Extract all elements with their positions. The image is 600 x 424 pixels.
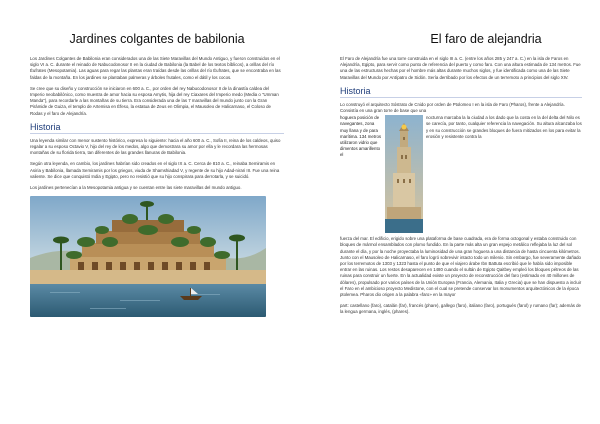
history-heading-babylon: Historia <box>30 122 284 134</box>
pharos-history-rest: fuerza del mar. El edificio, erigido sobre una plataforma de base cuadrada, era de forma octogonal y estaba construido con bloques de mármol ensamblados con plomo fundido. En la parte más alta un gran espejo metálico reflejaba la luz del sol durante el día, y por la noche proyectaba la luminosidad de una gran hoguera a una distancia de hasta cincuenta kilómetros. Junto con el Mausoleo de Halicarnaso, el faro logró sobrevivir intacto todo un milenio. Sin embargo, fue severamente dañado por los terremotos de 1303 y 1323 hasta el punto de que el viajero árabe Ibn Battuta escribió que le había sido imposible entrar en las ruinas. Los restos desaparecen en 1480 cuando el sultán de Egipto Qaitbey empleó los bloques pétreos de las ruinas para construir un fuerte. En la actualidad existe un proyecto de reconstrucción del faro (estimado en 40 millones de dólares), propulsado por varios países de la Unión Europea (Francia, Alemania, Italia y Grecia) que se han dispuesto a incluir el Faro en el ambicioso proyecto Medistone, con el cual se pretende conservar los monumentos arquitectónicos de la época ptolemea. Pharos dio origen a la palabra «faro» en la mayor <box>340 236 582 298</box>
pharos-image-wrap <box>340 115 582 235</box>
page-pharos <box>300 0 600 424</box>
intro-paragraph-1: Los Jardines Colgantes de Babilonia eran considerados una de las Siete Maravillas del Mundo Antiguo, y fueron construidos en el siglo VI a. C. durante el reinado de Nabucodonosor II en la ciudad de Babilonia (la Babel de los textos bíblicos), a orillas del río Éufrates (Mesopotamia). Las aguas para regar las plantas eran traídas desde las orillas del río Éufrates, que se encontraba en las faldas de la montaña. En los jardines se plantaban palmeras y árboles frutales, como el dátil y los cocos. <box>30 56 281 80</box>
history-paragraph-1: Una leyenda similar con menor sustento histórico, expresa lo siguiente: hacia el año 600 a. C., Sofia II, reina de los caldeos, quiso regalar a su esposo Octavio V, hijo del rey de los medos, algo que demostrara su amor por ella y le recordara las hermosas montañas de su florida tierra, tan diferentes de las grandes llanuras de Babilonia. <box>30 137 281 156</box>
pharos-history-tail: part: castellano (faro), catalán (far), francés (phare), gallego (faro), italiano (faro), portugués (farol) y rumano (far); además de la lengua germana, inglés, (phares). <box>340 303 581 315</box>
lighthouse-illustration <box>385 115 423 233</box>
pharos-side-text-narrow: hoguera posición de navegantes, zona muy llana y de para marítima. 134 metros utilizaron vidrio que dimentos amarillento el <box>340 115 382 158</box>
intro-paragraph-2: Se cree que su diseño y construcción se iniciaron en 600 a. C., por orden del rey Nabucodonosor II de la dinastía caldea del Imperio neobabilónico, como muestra de amor hacia su esposa Amytis, hija del rey Ciaxares del Imperio medo (Media o "Umman Manda"), para recordarle a las montañas de su tierra. Era considerada una de las 7 maravillas del mundo junto con la Gran Pirámide de Guiza, el templo de Artemisa en Éfeso, la estatua de Zeus en Olimpia, el Mausoleo de Halicarnaso, el Coloso de Rodas y el faro de Alejandría. <box>30 85 279 116</box>
history-heading-pharos: Historia <box>340 86 582 98</box>
page-title-babylon: Jardines colgantes de babilonia <box>69 32 245 46</box>
pharos-history-lead: Lo construyó el arquitecto Sóstrato de Cnido por orden de Ptolomeo I en la isla de Faro (Pharos), frente a Alejandría. Consistía en una gran torre de base que una <box>340 101 565 114</box>
history-paragraph-2: Según otra leyenda, en cambio, los jardines habrían sido creados en el siglo IX a. C. Cerca de 810 a. C., reinaba Semiramis en Asiria y Babilonia, llamada Semiramis por los griegos, viuda de Shamshiadad V, y regente de su hijo Adad-nirari III. Fue una reina valiente. Se dice que conquistó India y Egipto, pero no resistió que su hijo conspirara para derrotarla, y se suicidó. <box>30 161 280 179</box>
page-title-pharos: El faro de alejandria <box>430 32 542 46</box>
hanging-gardens-illustration <box>30 196 266 317</box>
history-paragraph-3: Los jardines pertenecían a la Mesopotamia antigua y se cuentan entre las siete maravillas del mundo antiguo. <box>30 185 242 191</box>
pharos-side-text-wide: nocturna marcaba la la ciudad a los dado que la costa en la del delta del Nilo es se carecía, por tanto, cualquier referencia la navegación. Su altura alcanzaba los y en su construcción se grandes bloques de fuera mitizados en los para evitar la erosión y resistente contra la <box>426 115 582 139</box>
pharos-intro-paragraph: El Faro de Alejandría fue una torre construida en el siglo III a. C. (entre los años 285 y 247 a. C.) en la isla de Faros en Alejandría, Egipto, para servir como punto de referencia del puerto y como faro. Con una altura estimada de 134 metros. Fue una de las estructuras hechas por el hombre más altas durante muchos siglos, y fue identificada como una de las Siete Maravillas del Mundo por Antípatro de Sidón. Sería derribado por los efectos de un terremoto a principios del siglo XIV. <box>340 56 581 80</box>
